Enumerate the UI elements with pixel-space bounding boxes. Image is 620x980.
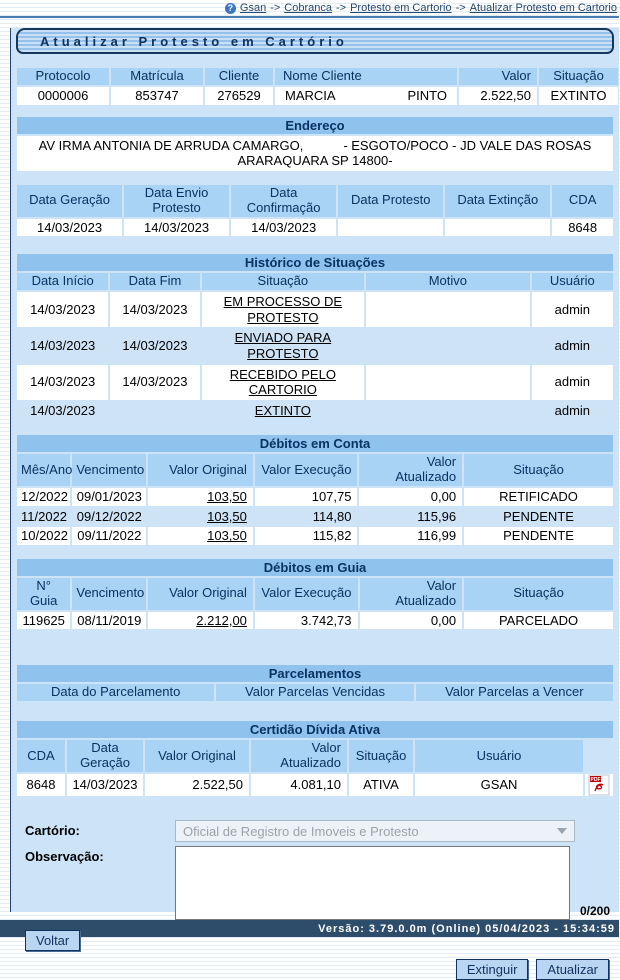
cell-data-inicio: 14/03/2023 — [17, 292, 108, 327]
cell-usuario: admin — [532, 402, 613, 420]
cell-vencimento: 09/01/2023 — [72, 488, 146, 506]
col-header-valor-original: Valor Original — [145, 740, 249, 772]
cartorio-selected-value: Oficial de Registro de Imoveis e Protesto — [183, 823, 419, 839]
endereco-table — [15, 115, 615, 173]
col-header-data-confirmacao: Data Confirmação — [231, 185, 336, 217]
protocol-header-row — [17, 68, 618, 85]
debitos-guia-header-row — [17, 578, 613, 610]
help-icon[interactable]: ? — [225, 3, 236, 14]
endereco-street: AV IRMA ANTONIA DE ARRUDA CAMARGO, — [38, 137, 304, 153]
col-header-situacao: Situação — [464, 454, 613, 486]
situacao-link[interactable]: EXTINTO — [254, 402, 311, 418]
cartorio-label: Cartório: — [25, 823, 80, 839]
col-header-valor-parcelas-vencidas: Valor Parcelas Vencidas — [216, 684, 413, 701]
col-header-mes-ano: Mês/Ano — [17, 454, 70, 486]
col-header-valor-execucao: Valor Execução — [255, 578, 358, 610]
cell-vencimento: 09/12/2022 — [72, 508, 146, 526]
col-header-valor-original: Valor Original — [148, 454, 253, 486]
parcelamentos-header-row — [17, 684, 613, 701]
cell-data-geracao: 14/03/2023 — [17, 219, 122, 237]
cell-data-fim: 14/03/2023 — [110, 329, 199, 362]
col-header-matricula: Matrícula — [111, 68, 203, 85]
debitos-guia-table — [15, 557, 615, 631]
cell-valor-original: 2.522,50 — [145, 774, 249, 796]
col-header-valor: Valor — [459, 68, 537, 85]
pdf-document-icon[interactable] — [588, 774, 610, 796]
col-header-data-geracao: Data Geração — [17, 185, 122, 217]
cell-data-protesto — [338, 219, 443, 237]
valor-original-link[interactable]: 103,50 — [207, 489, 247, 505]
breadcrumb-separator: -> — [270, 2, 281, 14]
cartorio-row — [25, 820, 615, 842]
col-header-data-fim: Data Fim — [110, 273, 199, 290]
debitos-conta-header-row — [17, 454, 613, 486]
cda-table — [15, 719, 615, 798]
version-text: Versão: 3.79.0.0m (Online) 05/04/2023 - 15:34:59 — [318, 922, 615, 935]
cell-data-envio-protesto: 14/03/2023 — [124, 219, 229, 237]
datas-data-row — [17, 219, 613, 237]
cell-valor-atualizado: 116,99 — [359, 527, 462, 545]
cell-motivo — [366, 292, 530, 327]
cell-valor-atualizado: 115,96 — [359, 508, 462, 526]
col-header-data-inicio: Data Início — [17, 273, 108, 290]
cell-data-fim — [110, 402, 199, 420]
breadcrumb-gsan[interactable]: Gsan — [239, 2, 267, 14]
col-header-situacao: Situação — [539, 68, 618, 85]
cell-valor-execucao: 114,80 — [255, 508, 358, 526]
table-row — [17, 402, 613, 420]
table-row — [17, 612, 613, 630]
cell-data-inicio: 14/03/2023 — [17, 402, 108, 420]
cell-valor-original — [148, 527, 253, 545]
col-header-situacao: Situação — [349, 740, 413, 772]
table-row — [17, 508, 613, 526]
cell-data-fim: 14/03/2023 — [110, 365, 199, 400]
protocol-table — [15, 66, 620, 107]
cda-header-row — [17, 740, 613, 772]
endereco-line2: ARARAQUARA SP 14800- — [237, 153, 393, 169]
col-header-data-protesto: Data Protesto — [338, 185, 443, 217]
historico-title: Histórico de Situações — [17, 254, 613, 271]
cell-motivo — [366, 402, 530, 420]
col-header-cda: CDA — [17, 740, 65, 772]
cell-data-geracao: 14/03/2023 — [67, 774, 143, 796]
chevron-down-icon — [557, 828, 567, 834]
cell-data-extincao — [445, 219, 550, 237]
cell-usuario: admin — [532, 365, 613, 400]
situacao-link[interactable]: EM PROCESSO DE PROTESTO — [223, 294, 343, 325]
table-row — [17, 329, 613, 362]
breadcrumb-separator: -> — [335, 2, 347, 14]
col-header-usuario: Usuário — [532, 273, 613, 290]
cell-situacao — [202, 329, 365, 362]
situacao-link[interactable]: ENVIADO PARA PROTESTO — [234, 330, 332, 361]
historico-table — [15, 252, 615, 421]
col-header-valor-parcelas-a-vencer: Valor Parcelas a Vencer — [416, 684, 613, 701]
cell-usuario: admin — [532, 329, 613, 362]
breadcrumb-separator: -> — [455, 2, 466, 14]
breadcrumb-protesto-em-cartorio[interactable]: Protesto em Cartorio — [350, 2, 452, 14]
extinguir-button[interactable]: Extinguir — [456, 959, 529, 980]
cell-valor-original — [148, 488, 253, 506]
col-header-valor-original: Valor Original — [148, 578, 253, 610]
cell-valor-execucao: 115,82 — [255, 527, 358, 545]
debitos-conta-table — [15, 433, 615, 547]
cell-valor-execucao: 3.742,73 — [255, 612, 358, 630]
col-header-usuario: Usuário — [415, 740, 583, 772]
cell-situacao: PARCELADO — [464, 612, 613, 630]
cell-valor-atualizado: 0,00 — [359, 488, 462, 506]
left-button-row — [25, 930, 615, 951]
cell-mes-ano: 12/2022 — [17, 488, 70, 506]
col-header-data-extincao: Data Extinção — [445, 185, 550, 217]
endereco-cell — [17, 136, 613, 171]
cell-valor-atualizado: 0,00 — [360, 612, 463, 630]
cell-situacao: PENDENTE — [464, 527, 613, 545]
parcelamentos-table — [15, 663, 615, 703]
cell-nome-cliente — [275, 87, 457, 105]
cell-protocolo: 0000006 — [17, 87, 109, 105]
col-header-data-parcelamento: Data do Parcelamento — [17, 684, 214, 701]
col-header-num-guia: N° Guia — [17, 578, 70, 610]
atualizar-button[interactable]: Atualizar — [536, 959, 609, 980]
observacao-textarea[interactable] — [175, 846, 570, 920]
debitos-guia-title: Débitos em Guia — [17, 559, 613, 576]
cell-motivo — [366, 329, 530, 362]
cell-vencimento: 09/11/2022 — [72, 527, 146, 545]
situacao-link[interactable]: RECEBIDO PELO CARTORIO — [229, 366, 336, 398]
panel-top-border — [0, 16, 619, 18]
cell-valor-original — [148, 508, 253, 526]
right-button-row — [15, 959, 609, 980]
valor-original-link[interactable]: 103,50 — [207, 528, 247, 544]
table-row — [17, 365, 613, 400]
table-row — [17, 527, 613, 545]
col-header-data-geracao: Data Geração — [67, 740, 143, 772]
col-header-valor-atualizado: Valor Atualizado — [251, 740, 347, 772]
cell-cliente: 276529 — [205, 87, 273, 105]
breadcrumb-atualizar-protesto[interactable]: Atualizar Protesto em Cartorio — [469, 2, 617, 14]
cell-data-inicio: 14/03/2023 — [17, 365, 108, 400]
nome-cliente-first: MARCIA — [285, 87, 336, 103]
col-header-nome-cliente: Nome Cliente — [275, 68, 457, 85]
cell-usuario: admin — [532, 292, 613, 327]
cell-num-guia: 119625 — [17, 612, 70, 630]
valor-original-link[interactable]: 2.212,00 — [196, 612, 247, 628]
svg-text:PDF: PDF — [590, 777, 601, 784]
col-header-situacao: Situação — [464, 578, 613, 610]
cell-data-confirmacao: 14/03/2023 — [231, 219, 336, 237]
datas-header-row — [17, 185, 613, 217]
cell-situacao: EXTINTO — [539, 87, 618, 105]
cell-cda: 8648 — [17, 774, 65, 796]
cda-title: Certidão Dívida Ativa — [17, 721, 613, 738]
breadcrumb-cobranca[interactable]: Cobranca — [284, 2, 332, 14]
page-title-bar — [16, 28, 614, 54]
col-header-valor-execucao: Valor Execução — [255, 454, 358, 486]
cell-valor-original — [148, 612, 253, 630]
cell-mes-ano: 10/2022 — [17, 527, 70, 545]
cda-data-row — [17, 774, 613, 796]
datas-table — [15, 183, 615, 238]
col-header-cda: CDA — [552, 185, 613, 217]
nome-cliente-last: PINTO — [407, 87, 447, 103]
col-header-cliente: Cliente — [205, 68, 273, 85]
top-bar — [0, 0, 619, 16]
cell-valor-execucao: 107,75 — [255, 488, 358, 506]
endereco-title: Endereço — [17, 117, 613, 134]
col-header-vencimento: Vencimento — [72, 454, 146, 486]
cell-data-fim: 14/03/2023 — [110, 292, 199, 327]
cell-valor: 2.522,50 — [459, 87, 537, 105]
historico-header-row — [17, 273, 613, 290]
cell-situacao — [202, 365, 365, 400]
col-header-pdf-spacer — [585, 740, 613, 772]
protocol-data-row — [17, 87, 618, 105]
cell-usuario: GSAN — [415, 774, 583, 796]
valor-original-link[interactable]: 103,50 — [207, 508, 247, 524]
char-counter: 0/200 — [580, 904, 611, 919]
col-header-situacao: Situação — [202, 273, 365, 290]
cell-situacao — [202, 402, 365, 420]
parcelamentos-title: Parcelamentos — [17, 665, 613, 682]
cell-vencimento: 08/11/2019 — [72, 612, 146, 630]
col-header-valor-atualizado: Valor Atualizado — [360, 578, 463, 610]
cell-valor-atualizado: 4.081,10 — [251, 774, 347, 796]
col-header-data-envio-protesto: Data Envio Protesto — [124, 185, 229, 217]
cell-pdf — [585, 774, 613, 796]
debitos-conta-title: Débitos em Conta — [17, 435, 613, 452]
col-header-vencimento: Vencimento — [72, 578, 146, 610]
cell-motivo — [366, 365, 530, 400]
cell-data-inicio: 14/03/2023 — [17, 329, 108, 362]
endereco-line1 — [25, 138, 605, 154]
cell-matricula: 853747 — [111, 87, 203, 105]
cell-situacao: RETIFICADO — [464, 488, 613, 506]
observacao-label: Observação: — [25, 849, 104, 865]
table-row — [17, 488, 613, 506]
table-row — [17, 292, 613, 327]
cell-cda-num: 8648 — [552, 219, 613, 237]
cell-situacao: PENDENTE — [464, 508, 613, 526]
breadcrumb — [225, 2, 617, 14]
col-header-motivo: Motivo — [366, 273, 530, 290]
page-title: Atualizar Protesto em Cartório — [40, 33, 348, 49]
col-header-valor-atualizado: Valor Atualizado — [359, 454, 462, 486]
endereco-complement: - ESGOTO/POCO - JD VALE DAS ROSAS — [343, 137, 592, 153]
cell-situacao: ATIVA — [349, 774, 413, 796]
cell-mes-ano: 11/2022 — [17, 508, 70, 526]
col-header-protocolo: Protocolo — [17, 68, 109, 85]
cell-situacao — [202, 292, 365, 327]
observacao-row — [25, 846, 615, 920]
cartorio-select[interactable] — [175, 820, 575, 842]
voltar-button[interactable]: Voltar — [25, 930, 80, 951]
